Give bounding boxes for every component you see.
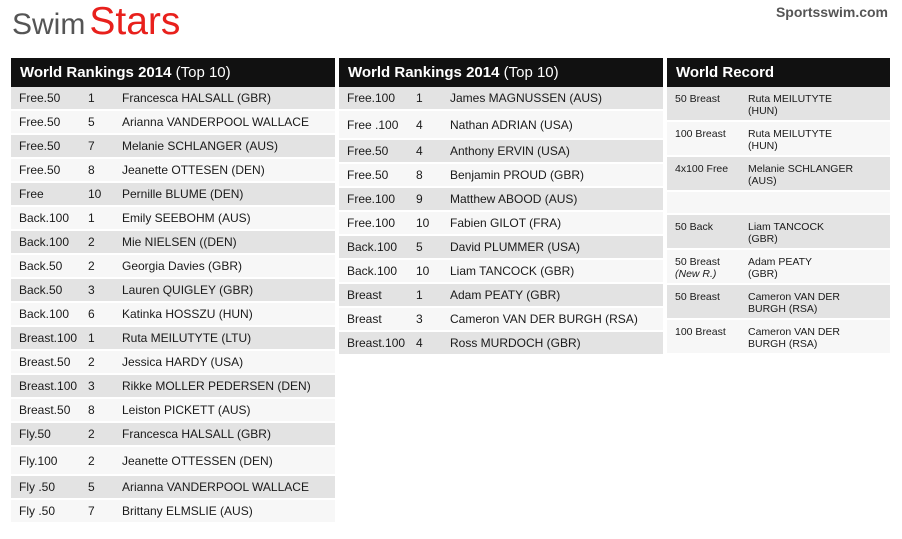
table-row <box>11 351 335 375</box>
women-rankings-table <box>11 87 335 524</box>
record-holder-line: (HUN) <box>748 105 778 117</box>
record-holder-cell <box>748 291 890 318</box>
rank-cell: 9 <box>416 192 423 206</box>
record-holder-line: (HUN) <box>748 140 778 152</box>
rank-cell: 10 <box>416 264 430 278</box>
table-row <box>11 87 335 111</box>
event-cell: Free.50 <box>19 163 61 177</box>
event-cell: Fly .50 <box>19 504 56 518</box>
event-cell: Breast.100 <box>19 379 78 393</box>
men-rankings-panel <box>339 58 663 356</box>
heading-rest: (Top 10) <box>171 64 231 81</box>
event-cell: Breast.100 <box>19 331 78 345</box>
rank-cell: 7 <box>88 139 95 153</box>
record-event-cell <box>667 192 748 213</box>
rank-cell: 4 <box>416 144 423 158</box>
record-holder-line: (GBR) <box>748 233 778 245</box>
table-row <box>667 250 890 285</box>
event-cell: Back.100 <box>347 240 398 254</box>
table-row <box>11 303 335 327</box>
record-holder-cell <box>748 93 890 120</box>
heading-bold: World Rankings 2014 <box>348 64 500 81</box>
record-holder-line: Ruta MEILUTYTE <box>748 93 833 105</box>
table-row <box>339 111 663 140</box>
table-row <box>339 212 663 236</box>
event-cell: Free.50 <box>19 115 61 129</box>
men-rankings-table <box>339 87 663 356</box>
rank-cell: 2 <box>88 259 95 273</box>
rank-cell: 2 <box>88 453 95 468</box>
table-row <box>667 285 890 320</box>
record-holder-line: (AUS) <box>748 175 777 187</box>
record-event: 50 Breast <box>675 93 720 105</box>
page-title <box>12 0 180 48</box>
rank-cell: 2 <box>88 427 95 441</box>
record-holder-line: Melanie SCHLANGER <box>748 163 854 175</box>
world-record-table <box>667 87 890 355</box>
swimmer-cell: James MAGNUSSEN (AUS) <box>450 91 603 105</box>
event-cell: Breast.50 <box>19 403 71 417</box>
table-row <box>11 111 335 135</box>
rank-cell: 8 <box>88 403 95 417</box>
event-cell: Free.50 <box>19 139 61 153</box>
table-row <box>667 122 890 157</box>
rank-cell: 6 <box>88 307 95 321</box>
table-row <box>667 192 890 215</box>
men-rankings-header <box>339 58 663 87</box>
table-row <box>11 399 335 423</box>
record-event: 50 Back <box>675 221 713 233</box>
world-record-panel <box>667 58 890 355</box>
swimmer-cell: Katinka HOSSZU (HUN) <box>122 307 253 321</box>
swimmer-cell: Francesca HALSALL (GBR) <box>122 427 271 441</box>
event-cell: Back.50 <box>19 259 63 273</box>
swimmer-cell: Fabien GILOT (FRA) <box>450 216 562 230</box>
event-cell: Free.50 <box>347 168 389 182</box>
swimmer-cell: Lauren QUIGLEY (GBR) <box>122 283 254 297</box>
record-event-cell <box>667 256 748 283</box>
rank-cell: 3 <box>88 379 95 393</box>
event-cell: Free.100 <box>347 192 396 206</box>
event-cell: Back.100 <box>19 307 70 321</box>
swimmer-cell: Liam TANCOCK (GBR) <box>450 264 575 278</box>
record-event-cell <box>667 221 748 248</box>
rank-cell: 10 <box>88 187 102 201</box>
swimmer-cell: Matthew ABOOD (AUS) <box>450 192 578 206</box>
rank-cell: 1 <box>416 91 423 105</box>
event-cell: Back.100 <box>19 211 70 225</box>
rank-cell: 5 <box>416 240 423 254</box>
table-row <box>339 87 663 111</box>
table-row <box>11 447 335 476</box>
table-row <box>11 476 335 500</box>
table-row <box>11 207 335 231</box>
rank-cell: 1 <box>88 91 95 105</box>
record-holder-line: BURGH (RSA) <box>748 303 818 315</box>
record-holder-cell <box>748 221 890 248</box>
rank-cell: 3 <box>88 283 95 297</box>
rank-cell: 3 <box>416 312 423 326</box>
record-holder-line: BURGH (RSA) <box>748 338 818 350</box>
table-row <box>11 327 335 351</box>
event-cell: Free.50 <box>347 144 389 158</box>
event-cell: Back.50 <box>19 283 63 297</box>
rank-cell: 8 <box>416 168 423 182</box>
table-row <box>339 308 663 332</box>
record-event-cell <box>667 93 748 120</box>
rank-cell: 10 <box>416 216 430 230</box>
rank-cell: 8 <box>88 163 95 177</box>
swimmer-cell: Jeanette OTTESSEN (DEN) <box>122 453 273 468</box>
record-event-cell <box>667 128 748 155</box>
table-row <box>11 423 335 447</box>
record-holder-cell <box>748 192 890 213</box>
record-holder-line: Liam TANCOCK <box>748 221 825 233</box>
swimmer-cell: Brittany ELMSLIE (AUS) <box>122 504 253 518</box>
title-swim: Swim <box>12 8 86 41</box>
event-cell: Back.100 <box>347 264 398 278</box>
table-row <box>11 279 335 303</box>
rank-cell: 4 <box>416 117 423 132</box>
table-row <box>11 375 335 399</box>
record-holder-line: (GBR) <box>748 268 778 280</box>
heading-rest: (Top 10) <box>499 64 559 81</box>
event-cell: Free.50 <box>19 91 61 105</box>
table-row <box>11 135 335 159</box>
table-row <box>339 260 663 284</box>
record-holder-cell <box>748 163 890 190</box>
event-cell: Fly.100 <box>19 453 58 468</box>
swimmer-cell: Ruta MEILUTYTE (LTU) <box>122 331 252 345</box>
event-cell: Free.100 <box>347 91 396 105</box>
table-row <box>339 332 663 356</box>
table-row <box>667 320 890 355</box>
record-event: 100 Breast <box>675 326 726 338</box>
record-event-cell <box>667 291 748 318</box>
record-holder-line: Adam PEATY <box>748 256 812 268</box>
swimmer-cell: Arianna VANDERPOOL WALLACE <box>122 480 309 494</box>
record-event: 4x100 Free <box>675 163 729 175</box>
event-cell: Free <box>19 187 44 201</box>
record-holder-line: Ruta MEILUTYTE <box>748 128 833 140</box>
event-cell: Fly.50 <box>19 427 51 441</box>
rank-cell: 2 <box>88 235 95 249</box>
swimmer-cell: Nathan ADRIAN (USA) <box>450 117 573 132</box>
table-row <box>11 255 335 279</box>
table-row <box>339 284 663 308</box>
record-event-cell <box>667 163 748 190</box>
swimmer-cell: Mie NIELSEN ((DEN) <box>122 235 237 249</box>
heading-bold: World Record <box>676 64 775 81</box>
table-row <box>339 188 663 212</box>
table-row <box>667 87 890 122</box>
swimmer-cell: Melanie SCHLANGER (AUS) <box>122 139 279 153</box>
rank-cell: 1 <box>416 288 423 302</box>
world-record-header <box>667 58 890 87</box>
site-name: Sportsswim.com <box>775 4 888 20</box>
rank-cell: 1 <box>88 331 95 345</box>
swimmer-cell: Benjamin PROUD (GBR) <box>450 168 585 182</box>
table-row <box>11 159 335 183</box>
event-cell: Fly .50 <box>19 480 56 494</box>
record-holder-line: Cameron VAN DER <box>748 326 840 338</box>
event-cell: Breast <box>347 288 382 302</box>
table-row <box>339 164 663 188</box>
swimmer-cell: Jessica HARDY (USA) <box>122 355 244 369</box>
table-row <box>667 215 890 250</box>
title-stars: Stars <box>89 0 181 43</box>
swimmer-cell: Francesca HALSALL (GBR) <box>122 91 271 105</box>
rank-cell: 5 <box>88 115 95 129</box>
record-holder-line: Cameron VAN DER <box>748 291 840 303</box>
table-row <box>11 231 335 255</box>
record-note: (New R.) <box>675 268 717 280</box>
swimmer-cell: Adam PEATY (GBR) <box>450 288 561 302</box>
swimmer-cell: Cameron VAN DER BURGH (RSA) <box>450 312 638 326</box>
record-event: 50 Breast <box>675 291 720 303</box>
event-cell: Free.100 <box>347 216 396 230</box>
event-cell: Breast <box>347 312 382 326</box>
event-cell: Breast.50 <box>19 355 71 369</box>
record-holder-cell <box>748 326 890 353</box>
table-row <box>667 157 890 192</box>
record-holder-cell <box>748 256 890 283</box>
women-rankings-header <box>11 58 335 87</box>
rank-cell: 4 <box>416 336 423 350</box>
swimmer-cell: Jeanette OTTESEN (DEN) <box>122 163 265 177</box>
rank-cell: 2 <box>88 355 95 369</box>
event-cell: Breast.100 <box>347 336 406 350</box>
swimmer-cell: Leiston PICKETT (AUS) <box>122 403 251 417</box>
record-holder-cell <box>748 128 890 155</box>
event-cell: Free .100 <box>347 117 399 132</box>
swimmer-cell: Rikke MOLLER PEDERSEN (DEN) <box>122 379 311 393</box>
swimmer-cell: David PLUMMER (USA) <box>450 240 581 254</box>
table-row <box>339 140 663 164</box>
table-row <box>11 183 335 207</box>
record-event: 50 Breast <box>675 256 720 268</box>
swimmer-cell: Anthony ERVIN (USA) <box>450 144 570 158</box>
rank-cell: 5 <box>88 480 95 494</box>
swimmer-cell: Pernille BLUME (DEN) <box>122 187 244 201</box>
event-cell: Back.100 <box>19 235 70 249</box>
record-event: 100 Breast <box>675 128 726 140</box>
swimmer-cell: Ross MURDOCH (GBR) <box>450 336 581 350</box>
swimmer-cell: Georgia Davies (GBR) <box>122 259 243 273</box>
swimmer-cell: Emily SEEBOHM (AUS) <box>122 211 251 225</box>
table-row <box>339 236 663 260</box>
women-rankings-panel <box>11 58 335 524</box>
heading-bold: World Rankings 2014 <box>20 64 172 81</box>
record-event-cell <box>667 326 748 353</box>
table-row <box>11 500 335 524</box>
swimmer-cell: Arianna VANDERPOOL WALLACE <box>122 115 309 129</box>
rank-cell: 1 <box>88 211 95 225</box>
rank-cell: 7 <box>88 504 95 518</box>
